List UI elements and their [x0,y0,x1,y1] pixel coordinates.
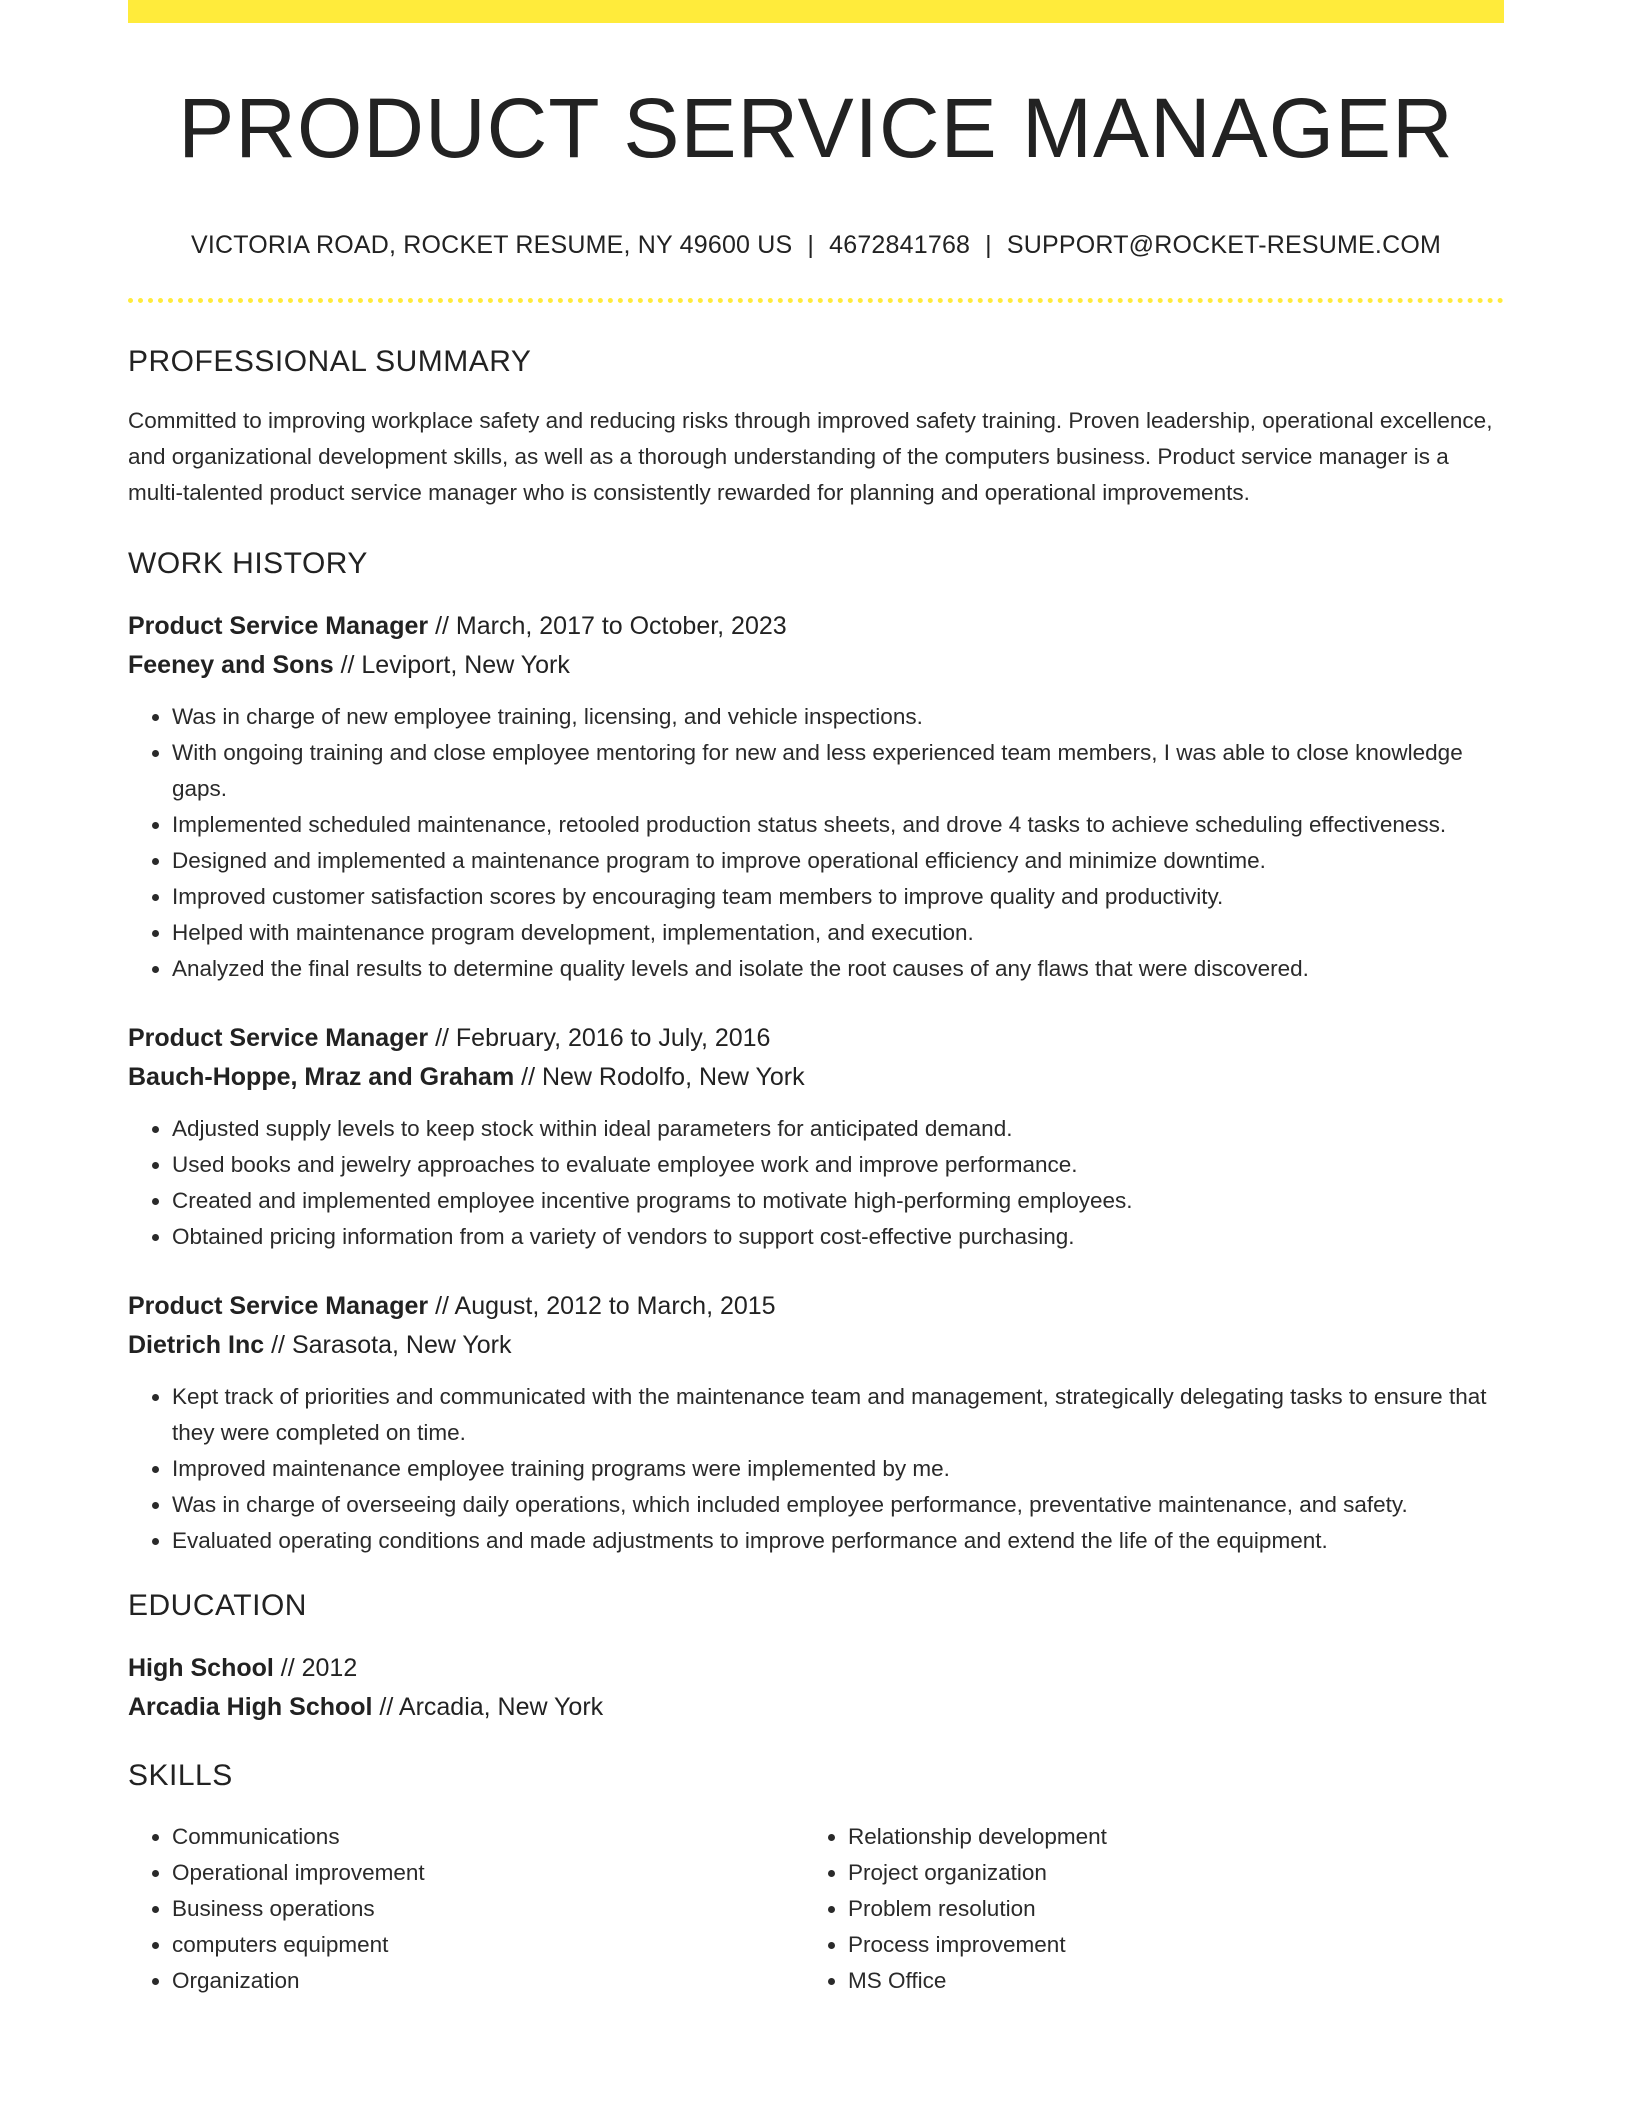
education-degree-line [128,1649,1504,1688]
work-history-heading: WORK HISTORY [128,547,368,581]
list-item: • With ongoing training and close employee mentoring for new and less experienced team members, I was able to close knowledge gaps. [172,735,1504,807]
skill-item: • Process improvement [848,1927,1480,1963]
skill-item: • Problem resolution [848,1891,1480,1927]
skills-list-left [128,1819,804,1999]
list-item: • Created and implemented employee incentive programs to motivate high-performing employees. [172,1183,1504,1219]
job-title: Product Service Manager [128,612,429,641]
job-title-line [128,607,1504,646]
skill-item: • computers equipment [172,1927,804,1963]
contact-email[interactable]: SUPPORT@ROCKET-RESUME.COM [1006,231,1442,260]
job-title: Product Service Manager [128,1024,429,1053]
job-title: Product Service Manager [128,1292,429,1321]
education-year: // 2012 [273,1654,358,1683]
list-item: • Was in charge of new employee training, licensing, and vehicle inspections. [172,699,1504,735]
list-item: • Improved maintenance employee training programs were implemented by me. [172,1451,1504,1487]
skill-item: • Business operations [172,1891,804,1927]
list-item: • Obtained pricing information from a variety of vendors to support cost-effective purchasing. [172,1219,1504,1255]
list-item: • Kept track of priorities and communicated with the maintenance team and management, strategically delegating tasks to ensure that they were completed on time. [172,1379,1504,1451]
list-item: • Implemented scheduled maintenance, retooled production status sheets, and drove 4 tasks to achieve scheduling effectiveness. [172,807,1504,843]
job-dates: // March, 2017 to October, 2023 [428,612,787,641]
dotted-divider [128,298,1504,303]
job-company-line [128,646,1504,685]
education-school-line [128,1688,1504,1727]
summary-text: Committed to improving workplace safety and reducing risks through improved safety training. Proven leadership, operational excellence, and organizational development skills, as well as a thorough understanding of the computers business. Product service manager is a multi-talented product service manager who is consistently rewarded for planning and operational improvements. [128,408,1493,506]
job-title-line [128,1287,1504,1326]
education-school: Arcadia High School [128,1693,373,1722]
skills-columns [128,1819,1504,1999]
summary-heading: PROFESSIONAL SUMMARY [128,345,532,379]
job-location: // Sarasota, New York [264,1331,512,1360]
list-item: • Used books and jewelry approaches to evaluate employee work and improve performance. [172,1147,1504,1183]
resume-page [128,0,1504,1999]
job-company-line [128,1326,1504,1365]
job-entry [128,1287,1504,1559]
education-entry [128,1649,1504,1727]
contact-line [128,231,1504,260]
list-item: • Analyzed the final results to determine quality levels and isolate the root causes of any flaws that were discovered. [172,951,1504,987]
skill-item: • Project organization [848,1855,1480,1891]
contact-separator: | [985,231,992,260]
job-bullets [128,1379,1504,1559]
list-item: • Helped with maintenance program development, implementation, and execution. [172,915,1504,951]
job-location: // Leviport, New York [333,651,570,680]
skill-item: • Communications [172,1819,804,1855]
education-location: // Arcadia, New York [372,1693,604,1722]
resume-name: PRODUCT SERVICE MANAGER [178,81,1454,175]
skill-item: • Relationship development [848,1819,1480,1855]
skills-list-right [804,1819,1480,1999]
list-item: • Was in charge of overseeing daily operations, which included employee performance, preventative maintenance, and safety. [172,1487,1504,1523]
job-bullets [128,1111,1504,1255]
job-dates: // February, 2016 to July, 2016 [428,1024,771,1053]
list-item: • Improved customer satisfaction scores by encouraging team members to improve quality and productivity. [172,879,1504,915]
contact-phone: 4672841768 [829,231,971,260]
education-heading: EDUCATION [128,1589,307,1623]
list-item: • Evaluated operating conditions and made adjustments to improve performance and extend the life of the equipment. [172,1523,1504,1559]
contact-address: VICTORIA ROAD, ROCKET RESUME, NY 49600 US [190,231,793,260]
job-location: // New Rodolfo, New York [514,1063,805,1092]
skill-item: • Operational improvement [172,1855,804,1891]
job-title-line [128,1019,1504,1058]
job-dates: // August, 2012 to March, 2015 [428,1292,776,1321]
list-item: • Designed and implemented a maintenance program to improve operational efficiency and minimize downtime. [172,843,1504,879]
education-degree: High School [128,1654,274,1683]
job-company: Feeney and Sons [128,651,334,680]
contact-separator: | [807,231,815,260]
job-entry [128,607,1504,987]
list-item: • Adjusted supply levels to keep stock within ideal parameters for anticipated demand. [172,1111,1504,1147]
skills-heading: SKILLS [128,1759,233,1793]
job-company: Bauch-Hoppe, Mraz and Graham [128,1063,515,1092]
accent-top-bar [128,0,1504,23]
skill-item: • MS Office [848,1963,1480,1999]
job-bullets [128,699,1504,987]
job-entry [128,1019,1504,1255]
skill-item: • Organization [172,1963,804,1999]
job-company-line [128,1058,1504,1097]
job-company: Dietrich Inc [128,1331,265,1360]
